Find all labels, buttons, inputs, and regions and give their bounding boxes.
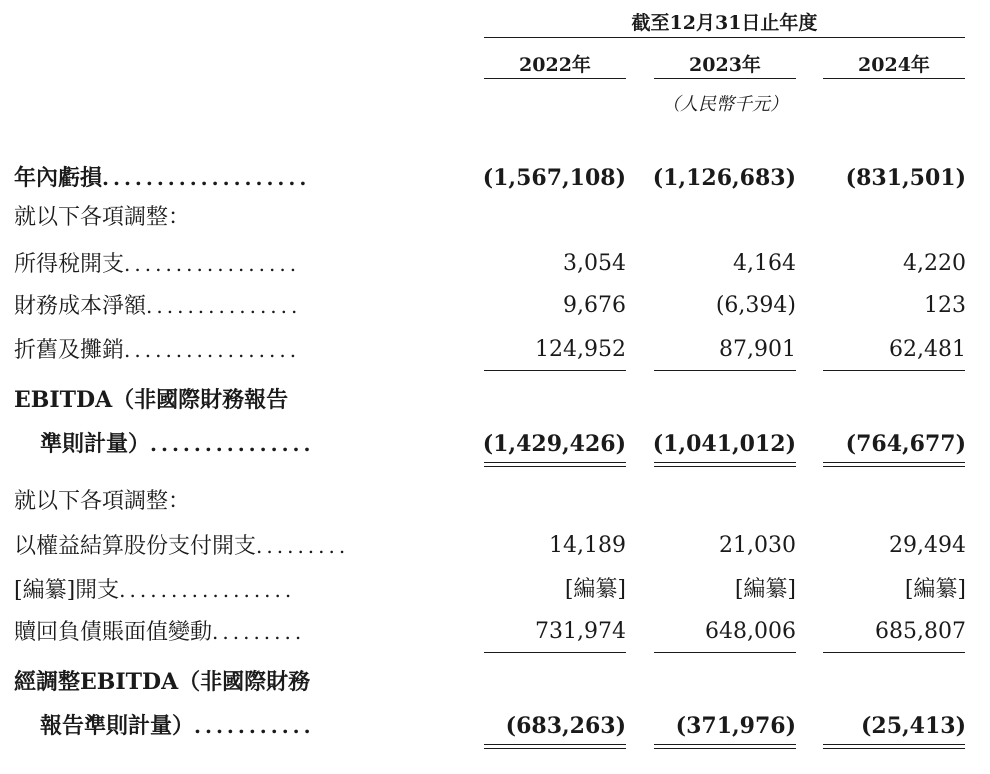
subtotal-rule xyxy=(654,370,796,371)
value-cell: [編纂] xyxy=(904,577,966,602)
value-cell: 9,676 xyxy=(563,293,626,318)
value-cell: 4,220 xyxy=(903,251,966,276)
row-label-adjustments-2: 就以下各項調整： xyxy=(14,489,191,514)
value-cell: (764,677) xyxy=(845,431,966,457)
subtotal-rule xyxy=(654,652,796,653)
value-cell: (1,429,426) xyxy=(482,431,626,457)
total-double-rule xyxy=(484,462,626,467)
value-cell: 124,952 xyxy=(535,337,626,362)
currency-unit: （人民幣千元） xyxy=(662,94,788,115)
year-rule xyxy=(823,78,965,79)
row-label-redacted-expense: [編纂]開支................. xyxy=(14,578,296,603)
subtotal-rule xyxy=(484,652,626,653)
value-cell: 14,189 xyxy=(549,533,626,558)
value-cell: (371,976) xyxy=(675,713,796,739)
total-double-rule xyxy=(823,462,965,467)
value-cell: [編纂] xyxy=(564,577,626,602)
row-label-adjusted-ebitda: 經調整EBITDA（非國際財務 xyxy=(14,669,311,695)
value-cell: 4,164 xyxy=(733,251,796,276)
row-label-adjusted-ebitda-measure: 報告準則計量）........... xyxy=(40,713,315,739)
value-cell: (1,567,108) xyxy=(482,165,626,191)
total-double-rule xyxy=(654,462,796,467)
row-label-redemption-liability: 贖回負債賬面值變動......... xyxy=(14,620,306,645)
value-cell: (25,413) xyxy=(860,713,966,739)
row-label-loss: 年內虧損................... xyxy=(14,165,311,191)
value-cell: 21,030 xyxy=(719,533,796,558)
value-cell: (1,041,012) xyxy=(652,431,796,457)
year-2022-header: 2022年 xyxy=(519,54,591,76)
value-cell: 29,494 xyxy=(889,533,966,558)
total-double-rule xyxy=(484,744,626,749)
value-cell: (683,263) xyxy=(505,713,626,739)
row-label-income-tax: 所得稅開支................. xyxy=(14,252,301,277)
value-cell: 685,807 xyxy=(875,619,966,644)
row-label-depreciation: 折舊及攤銷................. xyxy=(14,338,301,363)
value-cell: [編纂] xyxy=(734,577,796,602)
value-cell: 3,054 xyxy=(563,251,626,276)
row-label-finance-cost: 財務成本淨額............... xyxy=(14,294,302,319)
row-label-ebitda: EBITDA（非國際財務報告 xyxy=(14,387,289,413)
year-rule xyxy=(484,78,626,79)
year-2024-header: 2024年 xyxy=(858,54,930,76)
year-rule xyxy=(654,78,796,79)
row-label-adjustments: 就以下各項調整： xyxy=(14,205,191,230)
subtotal-rule xyxy=(823,652,965,653)
year-2023-header: 2023年 xyxy=(689,54,761,76)
total-double-rule xyxy=(654,744,796,749)
row-label-share-based: 以權益結算股份支付開支......... xyxy=(14,534,350,559)
row-label-ebitda-measure: 準則計量）............... xyxy=(40,431,315,457)
value-cell: 648,006 xyxy=(705,619,796,644)
value-cell: 731,974 xyxy=(535,619,626,644)
value-cell: 123 xyxy=(924,293,966,318)
value-cell: (831,501) xyxy=(845,165,966,191)
period-header: 截至12月31日止年度 xyxy=(631,12,818,34)
value-cell: (1,126,683) xyxy=(652,165,796,191)
period-rule xyxy=(484,37,965,38)
value-cell: (6,394) xyxy=(715,293,796,318)
value-cell: 62,481 xyxy=(889,337,966,362)
subtotal-rule xyxy=(823,370,965,371)
subtotal-rule xyxy=(484,370,626,371)
value-cell: 87,901 xyxy=(719,337,796,362)
total-double-rule xyxy=(823,744,965,749)
